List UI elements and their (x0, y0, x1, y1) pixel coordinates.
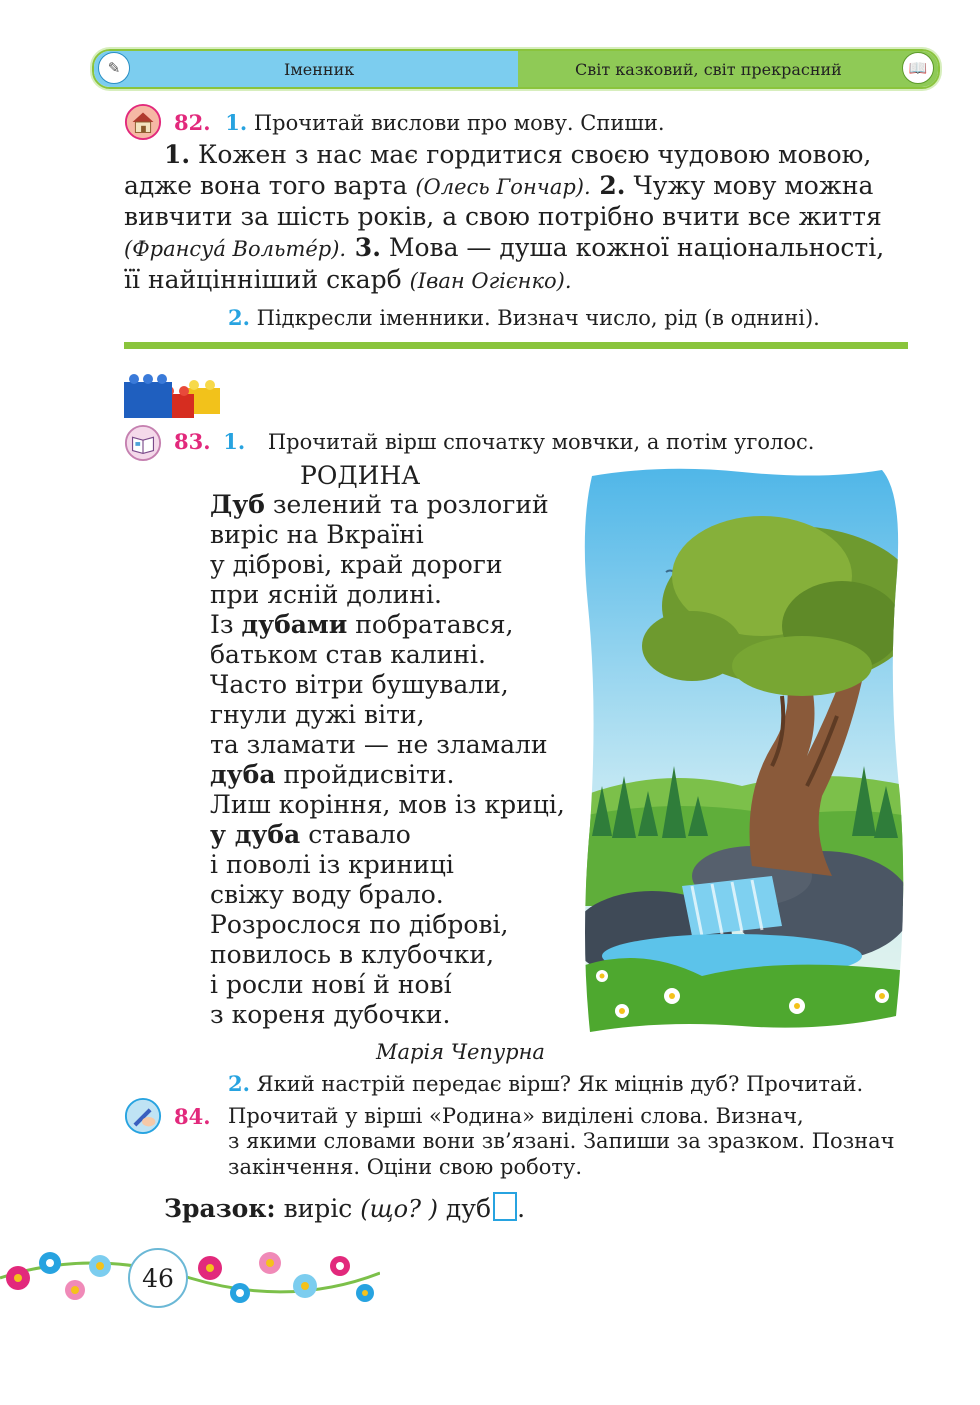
poem-text: виріс на Вкраїні (210, 520, 424, 549)
ex84-number (174, 1104, 211, 1129)
poem-text: при ясній долині. (210, 580, 442, 609)
ex82-task1-text: Прочитай вислови про мову. Спиши. (253, 111, 665, 135)
header-left-section (94, 51, 518, 87)
poem-highlighted-word: дубами (241, 610, 348, 639)
page-number: 46 (128, 1248, 188, 1308)
header-right-section (518, 51, 938, 87)
ex82-line-3 (124, 202, 882, 231)
writing-hand-icon (124, 1097, 162, 1135)
oak-tree-illustration (582, 466, 908, 1036)
ex82-line-5 (124, 265, 572, 294)
ex83-number: 83. (174, 429, 211, 454)
poem-highlighted-word: у дуба (210, 820, 301, 849)
quote-text: Кожен з нас має гордитися своєю чудовою мовою, (190, 140, 872, 169)
ex82-task2-number: 2. (228, 305, 250, 330)
poem-text: гнули дужі віти, (210, 700, 425, 729)
quote-number-2: 2. (590, 171, 626, 200)
poem-text: побратався, (347, 610, 514, 639)
poem-line (210, 700, 565, 730)
poem-line (210, 880, 565, 910)
poem-highlighted-word: дуба (210, 760, 276, 789)
poem-text: Часто вітри бушували, (210, 670, 509, 699)
ex82-line-2 (124, 171, 873, 200)
poem-line (210, 640, 565, 670)
header-right-title: Світ казковий, світ прекрасний (575, 59, 842, 79)
poem-line (210, 790, 565, 820)
ending-box (493, 1192, 517, 1221)
poem-line (210, 760, 565, 790)
ex84-line-1: Прочитай у вірші «Родина» виділені слова. Визнач, (228, 1104, 804, 1128)
poem-text: повилось в клубочки, (210, 940, 495, 969)
ex82-line-1 (164, 140, 871, 169)
poem-text: у діброві, край дороги (210, 550, 503, 579)
ex84-line-2: з якими словами вони зв’язані. Запиши за зразком. Познач (228, 1129, 895, 1153)
poem-line (210, 520, 565, 550)
sample-answer: дуб (437, 1194, 492, 1223)
poem-text: свіжу воду брало. (210, 880, 444, 909)
ex83-task2 (228, 1071, 863, 1096)
poem-text: Лиш коріння, мов із криці, (210, 790, 565, 819)
quote-text: Мова — душа кожної національності, (380, 233, 885, 262)
quote-text: її найцінніший скарб (124, 265, 410, 294)
poem-line (210, 610, 565, 640)
pen-icon: ✎ (98, 52, 130, 84)
poem-line (210, 1000, 565, 1030)
poem-title: РОДИНА (300, 461, 421, 490)
poem-line (210, 850, 565, 880)
poem-line (210, 970, 565, 1000)
quote-text: вивчити за шість років, а свою потрібно вчити все життя (124, 202, 882, 231)
quote-number-3: 3. (346, 233, 381, 262)
ex82-task2-text: Підкресли іменники. Визнач число, рід (в однині). (256, 306, 820, 330)
home-task-icon (124, 103, 162, 141)
poem-line (210, 580, 565, 610)
sample-question: (що? ) (360, 1195, 438, 1223)
poem-text: Із (210, 610, 242, 639)
poem-line (210, 940, 565, 970)
ex83-task2-text: Який настрій передає вірш? Як міцнів дуб? Прочитай. (256, 1072, 864, 1096)
sample-word: виріс (275, 1194, 361, 1223)
poem-line (210, 820, 565, 850)
ex83-task1-number: 1. (223, 429, 246, 454)
quote-author: (Іван Огієнко). (409, 269, 572, 293)
poem-text: батьком став калині. (210, 640, 486, 669)
poem-text: зелений та розлогий (264, 490, 549, 519)
sample-label: Зразок: (164, 1194, 276, 1223)
ex83-header (174, 429, 814, 454)
ex82-task2 (228, 305, 820, 330)
ex82-task1-number: 1. (225, 110, 248, 135)
ex84-line-3: закінчення. Оціни свою роботу. (228, 1155, 583, 1179)
flower-decoration (0, 1238, 380, 1318)
poem-text: і росли нові́ й нові́ (210, 970, 452, 999)
ex84-number-text: 84. (174, 1104, 211, 1129)
header-left-title: Іменник (284, 59, 355, 79)
poem-author: Марія Чепурна (376, 1040, 545, 1064)
ex83-task1-text: Прочитай вірш спочатку мовчки, а потім уголос. (267, 430, 815, 454)
section-divider (124, 342, 908, 349)
poem-text: з кореня дубочки. (210, 1000, 451, 1029)
lego-blocks-icon (124, 372, 222, 420)
poem-line (210, 670, 565, 700)
poem-line (210, 910, 565, 940)
ex82-header (174, 110, 665, 135)
ex82-line-4 (124, 233, 884, 262)
poem-line (210, 730, 565, 760)
quote-text: адже вона того варта (124, 171, 416, 200)
quote-author: (Франсуá Вольтéр). (124, 237, 347, 261)
poem-line (210, 490, 565, 520)
sample-line (164, 1192, 525, 1223)
chapter-header (92, 49, 940, 89)
sample-end: . (517, 1194, 526, 1223)
quote-author: (Олесь Гончар). (415, 175, 591, 199)
poem-body (210, 490, 565, 1030)
poem-text: і поволі із криниці (210, 850, 454, 879)
ex83-task2-number: 2. (228, 1071, 250, 1096)
quote-text: Чужу мову можна (625, 171, 874, 200)
poem-highlighted-word: Дуб (210, 490, 265, 519)
poem-text: та зламати — не зламали (210, 730, 548, 759)
poem-line (210, 550, 565, 580)
poem-text: пройдисвіти. (275, 760, 455, 789)
reading-book-icon (124, 424, 162, 462)
ex82-number: 82. (174, 110, 211, 135)
poem-text: ставало (300, 820, 411, 849)
quote-number-1: 1. (164, 140, 191, 169)
poem-text: Розрослося по діброві, (210, 910, 509, 939)
book-icon: 📖 (902, 52, 934, 84)
